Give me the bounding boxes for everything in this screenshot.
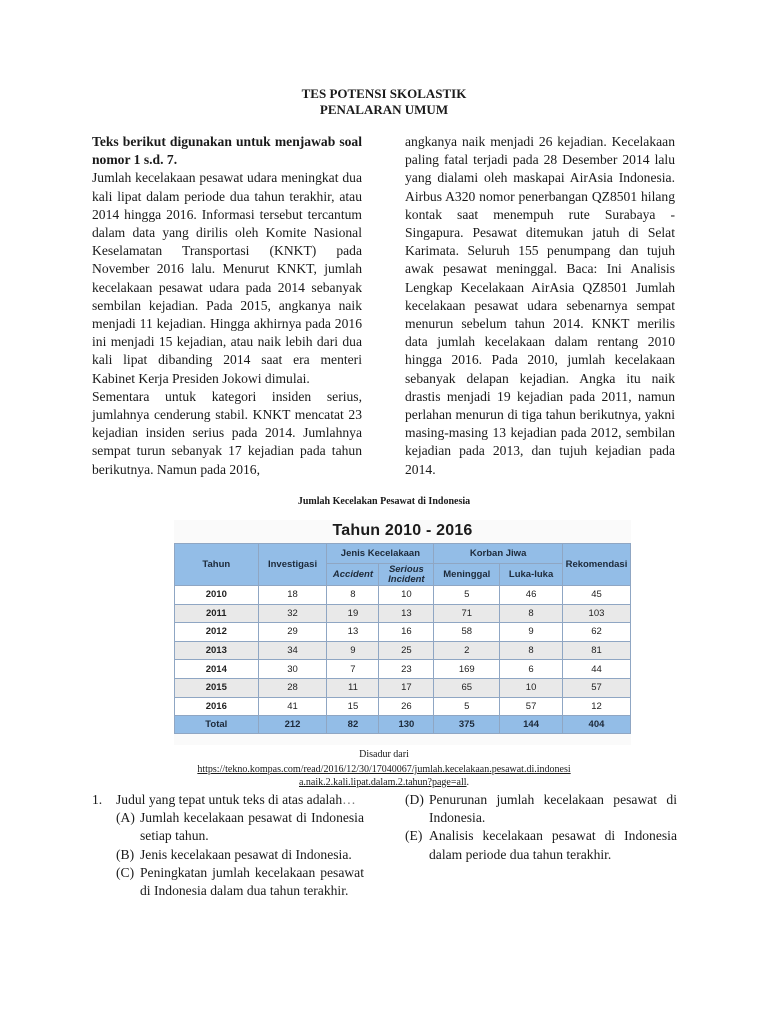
cell-rekomendasi: 57 [562,678,630,697]
cell-meninggal: 65 [434,678,500,697]
total-rekomendasi: 404 [562,716,630,734]
cell-investigasi: 18 [258,586,327,605]
passage-paragraph-1: Jumlah kecelakaan pesawat udara meningkat dua kali lipat dalam periode dua tahun terakhir, atau 2014 hingga 2016. Informasi tersebut tercantum dalam data yang dirilis oleh Komite Nasional Keselamatan Transportasi (KNKT) pada November 2016 lalu. Menurut KNKT, jumlah kecelakaan pesawat udara pada 2014 sebanyak sembilan kejadian. Pada 2015, angkanya naik menjadi 11 kejadian. Hingga akhirnya pada 2016 ini menjadi 15 kejadian, atau naik lebih dari dua kali lipat dibanding 2014 saat era menteri Kabinet Kerja Presiden Jokowi dimulai. [92,170,362,386]
accident-table [174,543,631,734]
cell-rekomendasi: 103 [562,604,630,623]
option-label: (D) [405,792,424,807]
header-rekomendasi: Rekomendasi [562,544,630,586]
cell-year: 2010 [175,586,259,605]
table-total-row [175,716,631,734]
cell-accident: 9 [327,641,379,660]
header-tahun: Tahun [175,544,259,586]
passage-right-column [405,133,675,479]
header-jenis-kecelakaan: Jenis Kecelakaan [327,544,434,564]
header-serious-line2: Incident [388,573,425,585]
cell-accident: 15 [327,697,379,716]
source-link-line-2[interactable] [0,776,768,789]
cell-rekomendasi: 44 [562,660,630,679]
cell-accident: 7 [327,660,379,679]
header-meninggal: Meninggal [434,564,500,586]
figure-caption: Jumlah Kecelakan Pesawat di Indonesia [297,496,471,507]
cell-investigasi: 41 [258,697,327,716]
cell-investigasi: 30 [258,660,327,679]
cell-year: 2011 [175,604,259,623]
question-text [116,791,364,809]
passage-paragraph-2: Sementara untuk kategori insiden serius, jumlahnya cenderung stabil. KNKT mencatat 23 kejadian insiden serius pada 2014. Jumlahnya sempat turun sebanyak 17 kejadian pada tahun berikutnya. Namun pada 2016, [92,388,362,477]
source-end: . [466,777,470,788]
option-text: Penurunan jumlah kecelakaan pesawat di Indonesia. [429,792,677,826]
document-subtitle: PENALARAN UMUM [319,102,449,117]
header-serious-incident [379,564,434,586]
option-label: (C) [116,864,135,880]
cell-meninggal: 5 [434,697,500,716]
total-investigasi: 212 [258,716,327,734]
option-d[interactable] [405,791,677,827]
cell-luka-luka: 46 [500,586,563,605]
option-text: Analisis kecelakaan pesawat di Indonesia dalam periode dua tahun terakhir. [429,828,677,862]
cell-rekomendasi: 45 [562,586,630,605]
cell-luka-luka: 10 [500,678,563,697]
cell-luka-luka: 8 [500,641,563,660]
accident-table-figure [174,520,631,745]
cell-meninggal: 169 [434,660,500,679]
question-ellipsis: … [342,792,356,807]
cell-serious-incident: 17 [379,678,434,697]
cell-year: 2013 [175,641,259,660]
table-row [175,604,631,623]
table-row [175,586,631,605]
question-number: 1. [92,792,103,807]
header-investigasi: Investigasi [258,544,327,586]
cell-luka-luka: 57 [500,697,563,716]
total-serious-incident: 130 [379,716,434,734]
cell-meninggal: 71 [434,604,500,623]
cell-investigasi: 32 [258,604,327,623]
cell-luka-luka: 8 [500,604,563,623]
cell-serious-incident: 23 [379,660,434,679]
cell-year: 2015 [175,678,259,697]
header-korban-jiwa: Korban Jiwa [434,544,563,564]
cell-accident: 11 [327,678,379,697]
cell-rekomendasi: 62 [562,623,630,642]
option-c[interactable] [116,864,364,900]
option-label: (A) [116,810,135,826]
option-b[interactable] [116,846,364,864]
question-1-left [92,791,364,900]
header-luka-luka: Luka-luka [500,564,563,586]
cell-accident: 13 [327,623,379,642]
source-label: Disadur dari [359,749,409,760]
question-1-stem [92,791,364,809]
table-row [175,641,631,660]
question-stem-text: Judul yang tepat untuk teks di atas adalah [116,792,343,807]
table-row [175,697,631,716]
option-text: Peningkatan jumlah kecelakaan pesawat di Indonesia dalam dua tahun terakhir. [140,864,364,899]
source-url-part-2[interactable]: a.naik.2.kali.lipat.dalam.2.tahun?page=all [298,777,467,788]
cell-accident: 8 [327,586,379,605]
cell-serious-incident: 26 [379,697,434,716]
header-accident: Accident [327,564,379,586]
cell-luka-luka: 6 [500,660,563,679]
header-serious-line1: Serious [388,563,424,575]
cell-serious-incident: 16 [379,623,434,642]
table-row [175,678,631,697]
cell-meninggal: 58 [434,623,500,642]
option-text: Jumlah kecelakaan pesawat di Indonesia setiap tahun. [140,810,364,844]
option-text: Jenis kecelakaan pesawat di Indonesia. [140,846,352,862]
passage-intro: Teks berikut digunakan untuk menjawab soal nomor 1 s.d. 7. [92,134,362,168]
cell-meninggal: 2 [434,641,500,660]
table-row [175,623,631,642]
cell-accident: 19 [327,604,379,623]
total-meninggal: 375 [434,716,500,734]
cell-serious-incident: 13 [379,604,434,623]
passage-left-column [92,133,362,479]
option-label: (B) [116,846,135,862]
cell-serious-incident: 10 [379,586,434,605]
total-accident: 82 [327,716,379,734]
option-a[interactable] [116,809,364,845]
total-luka-luka: 144 [500,716,563,734]
cell-rekomendasi: 12 [562,697,630,716]
total-label: Total [175,716,259,734]
cell-meninggal: 5 [434,586,500,605]
source-url-part-1[interactable]: https://tekno.kompas.com/read/2016/12/30/17040067/jumlah.kecelakaan.pesawat.di.indonesi [197,764,571,775]
cell-investigasi: 34 [258,641,327,660]
table-row [175,660,631,679]
cell-investigasi: 28 [258,678,327,697]
question-1-right [405,791,677,864]
option-label: (E) [405,828,423,844]
passage-paragraph-2-continued: angkanya naik menjadi 26 kejadian. Kecelakaan paling fatal terjadi pada 28 Desember 2014 lalu yang dialami oleh maskapai AirAsia Indonesia. Airbus A320 nomor penerbangan QZ8501 hilang kontak saat menempuh rute Surabaya - Singapura. Pesawat ditemukan jatuh di Selat Karimata. Seluruh 155 penumpang dan tujuh awak pesawat meninggal. Baca: Ini Analisis Lengkap Kecelakaan AirAsia QZ8501 Jumlah kecelakaan pesawat udara sebenarnya sempat menurun sebelum tahun 2014. KNKT merilis data jumlah kecelakaan dalam rentang 2010 hingga 2016. Pada 2010, jumlah kecelakaan sebanyak delapan kejadian. Angka itu naik drastis menjadi 19 kejadian pada 2011, namun perlahan menurun di tiga tahun berikutnya, yakni masing-masing 13 kejadian pada 2012, sembilan kejadian pada 2013, dan tujuh kejadian pada 2014. [405,134,675,477]
cell-year: 2014 [175,660,259,679]
table-title: Tahun 2010 - 2016 [332,522,473,539]
cell-serious-incident: 25 [379,641,434,660]
cell-year: 2012 [175,623,259,642]
cell-luka-luka: 9 [500,623,563,642]
document-title: TES POTENSI SKOLASTIK [301,86,467,101]
cell-year: 2016 [175,697,259,716]
cell-investigasi: 29 [258,623,327,642]
cell-rekomendasi: 81 [562,641,630,660]
source-link-line-1[interactable] [0,763,768,776]
option-e[interactable] [405,827,677,863]
